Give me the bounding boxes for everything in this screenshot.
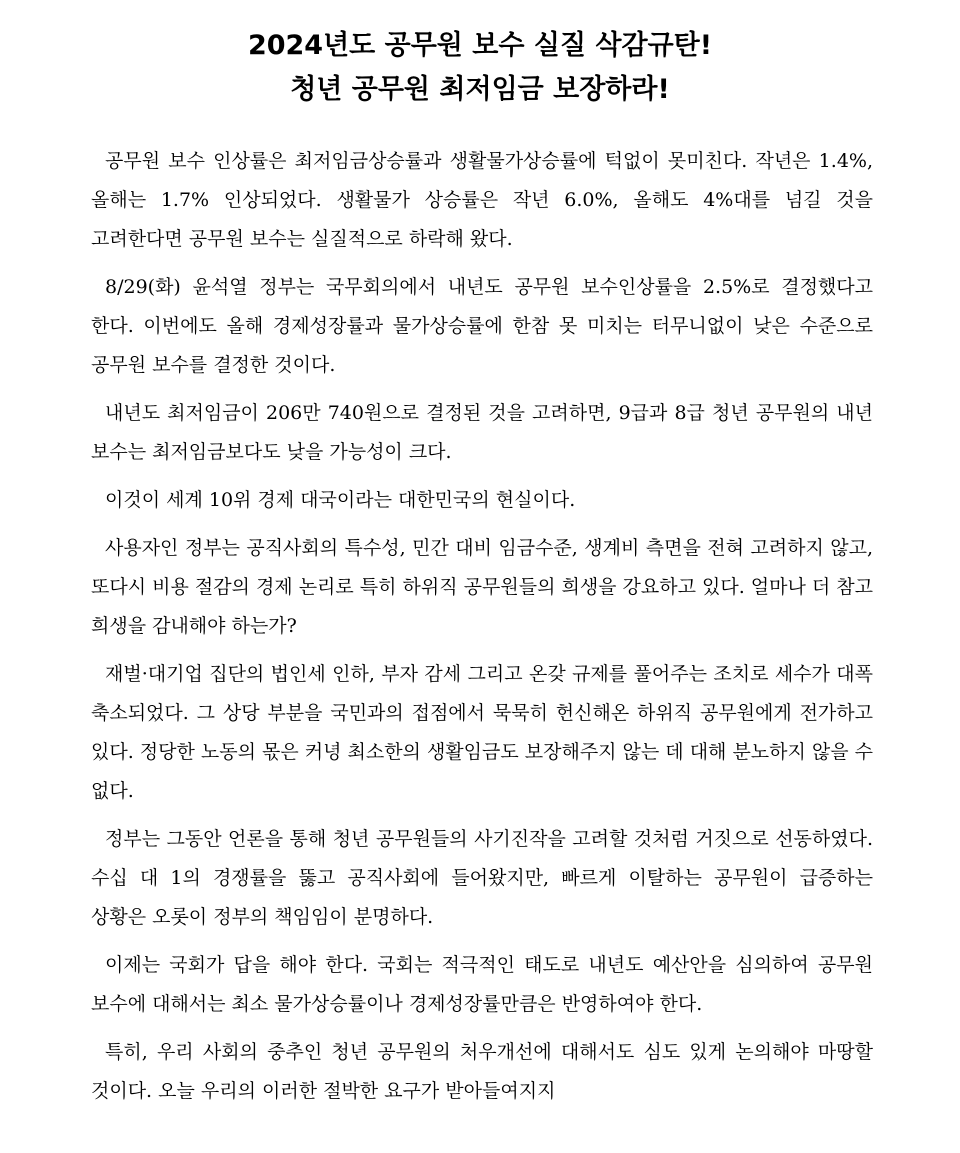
paragraph-salary-increase-rates: 공무원 보수 인상률은 최저임금상승률과 생활물가상승률에 턱없이 못미친다. 작년은 1.4%, 올해는 1.7% 인상되었다. 생활물가 상승률은 작년 6.0%, 올해도 4%대를 넘길 것을 고려한다면 공무원 보수는 실질적으로 하락해 왔다. [91, 150, 873, 250]
document-title [0, 24, 960, 112]
title-line-2: 청년 공무원 최저임금 보장하라! [290, 74, 670, 105]
paragraph-cabinet-decision: 8/29(화) 윤석열 정부는 국무회의에서 내년도 공무원 보수인상률을 2.5%로 결정했다고 한다. 이번에도 올해 경제성장률과 물가상승률에 한참 못 미치는 터무니없이 낮은 수준으로 공무원 보수를 결정한 것이다. [91, 276, 873, 376]
paragraph-tax-cuts: 재벌·대기업 집단의 법인세 인하, 부자 감세 그리고 온갖 규제를 풀어주는 조치로 세수가 대폭 축소되었다. 그 상당 부분을 국민과의 접점에서 묵묵히 헌신해온 하위직 공무원에게 전가하고 있다. 정당한 노동의 몫은 커녕 최소한의 생활임금도 보장해주지 않는 데 대해 분노하지 않을 수 없다. [91, 663, 874, 802]
paragraph-government-sacrifice: 사용자인 정부는 공직사회의 특수성, 민간 대비 임금수준, 생계비 측면을 전혀 고려하지 않고, 또다시 비용 절감의 경제 논리로 특히 하위직 공무원들의 희생을 강요하고 있다. 얼마나 더 참고 희생을 감내해야 하는가? [91, 537, 874, 637]
statement-body [91, 142, 873, 1120]
paragraph-reality: 이것이 세계 10위 경제 대국이라는 대한민국의 현실이다. [105, 489, 576, 511]
paragraph-national-assembly: 이제는 국회가 답을 해야 한다. 국회는 적극적인 태도로 내년도 예산안을 심의하여 공무원 보수에 대해서는 최소 물가상승률이나 경제성장률만큼은 반영하여야 한다. [91, 954, 873, 1015]
paragraph-youth-officials: 정부는 그동안 언론을 통해 청년 공무원들의 사기진작을 고려할 것처럼 거짓으로 선동하였다. 수십 대 1의 경쟁률을 뚫고 공직사회에 들어왔지만, 빠르게 이탈하는 공무원이 급증하는 상황은 오롯이 정부의 책임임이 분명하다. [91, 828, 873, 928]
paragraph-treatment-improvement: 특히, 우리 사회의 중추인 청년 공무원의 처우개선에 대해서도 심도 있게 논의해야 마땅할 것이다. 오늘 우리의 이러한 절박한 요구가 받아들여지지 [91, 1041, 873, 1102]
paragraph-minimum-wage: 내년도 최저임금이 206만 740원으로 결정된 것을 고려하면, 9급과 8급 청년 공무원의 내년 보수는 최저임금보다도 낮을 가능성이 크다. [91, 402, 873, 463]
title-line-1: 2024년도 공무원 보수 실질 삭감규탄! [247, 30, 713, 61]
